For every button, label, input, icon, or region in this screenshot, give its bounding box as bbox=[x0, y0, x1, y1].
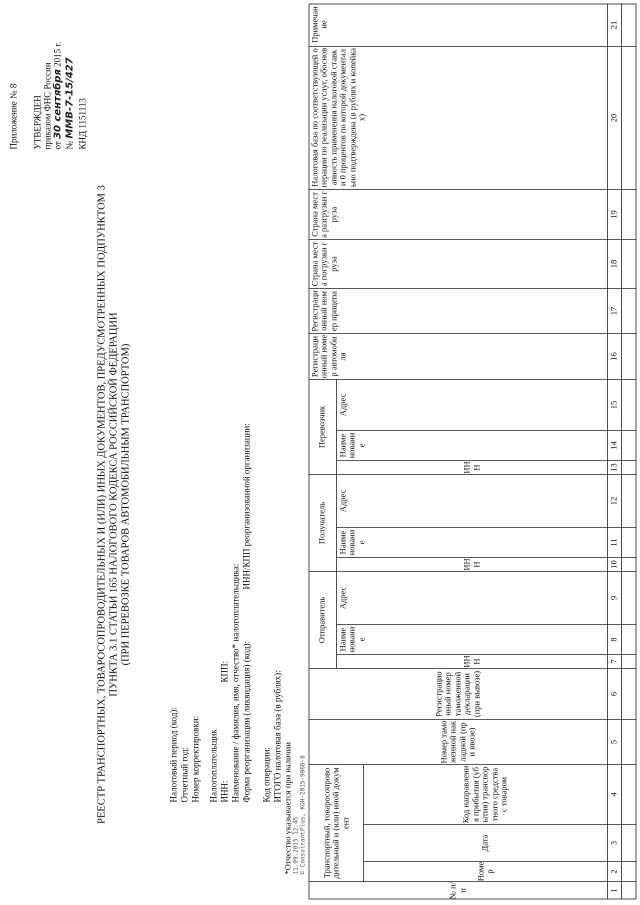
title-line-3: (ПРИ ПЕРЕВОЗКЕ ТОВАРОВ АВТОМОБИЛЬНЫМ ТРАНСПОРТОМ) bbox=[120, 343, 132, 666]
field-correction-number: Номер корректировки: bbox=[190, 715, 201, 803]
header-num: № п/п bbox=[447, 881, 467, 900]
col-number-8: 8 bbox=[608, 637, 619, 642]
header-doc-date: Дата bbox=[479, 834, 490, 852]
rotated-landscape-sheet bbox=[1, 0, 640, 905]
title-line-1: РЕЕСТР ТРАНСПОРТНЫХ, ТОВАРОСОПРОВОДИТЕЛЬНЫХ И (ИЛИ) ИНЫХ ДОКУМЕНТОВ, ПРЕДУСМОТРЕННЫХ ПОДПУНКТОМ 3 bbox=[96, 185, 108, 824]
col-number-12: 12 bbox=[608, 496, 619, 506]
col-number-21: 21 bbox=[608, 20, 619, 30]
header-vehicle-reg: Регистрационный номер автомобиля bbox=[309, 334, 348, 379]
registry-table bbox=[309, 4, 637, 900]
approval-date: от 30 сентября 2015 г. bbox=[52, 41, 64, 150]
header-doc-number: Номер bbox=[475, 861, 495, 882]
field-name: Наименование / фамилия, имя, отчество* налогоплательщика: bbox=[230, 563, 241, 803]
header-sender: Отправитель bbox=[316, 596, 327, 644]
col-number-15: 15 bbox=[608, 400, 619, 410]
header-transport-doc: Транспортный, товаросопроводительный и (или) иной документ bbox=[321, 767, 351, 879]
col-number-18: 18 bbox=[608, 259, 619, 269]
col-number-16: 16 bbox=[608, 352, 619, 361]
field-inn: ИНН: bbox=[219, 780, 230, 803]
col-number-13: 13 bbox=[608, 463, 619, 472]
handwritten-number: ММВ-7-15/427 bbox=[64, 57, 76, 139]
col-number-3: 3 bbox=[608, 840, 619, 846]
header-carrier-name: Наименование bbox=[337, 432, 367, 459]
print-mark-1: 11.09.2015 12:45 bbox=[292, 816, 300, 875]
header-trailer-reg: Регистрационный номер прицепа bbox=[309, 290, 339, 332]
print-mark-2: © ConsultantPlus, КОН-2015-9066-8 bbox=[299, 755, 307, 875]
header-carrier-address: Адрес bbox=[337, 393, 348, 417]
col-number-14: 14 bbox=[608, 441, 619, 450]
col-number-2: 2 bbox=[608, 869, 619, 874]
header-sender-inn: ИНН bbox=[461, 655, 481, 668]
col-number-11: 11 bbox=[608, 538, 619, 547]
field-reorg-form: Форма реорганизации (ликвидация) (код): bbox=[241, 641, 252, 803]
header-unload-country: Страна места разгрузки груза bbox=[309, 191, 339, 238]
col-number-9: 9 bbox=[608, 595, 619, 601]
col-number-10: 10 bbox=[608, 560, 619, 569]
approval-line-1: УТВЕРЖДЕН bbox=[32, 95, 43, 150]
field-kpp: КПП: bbox=[219, 660, 230, 683]
header-receiver-name: Наименование bbox=[337, 529, 367, 556]
col-number-4: 4 bbox=[608, 792, 619, 797]
col-number-5: 5 bbox=[608, 739, 619, 745]
header-note: Примечание bbox=[309, 6, 329, 43]
field-tax-period: Налоговый период (код): bbox=[168, 707, 179, 803]
header-receiver-inn: ИНН bbox=[461, 558, 481, 571]
col-number-17: 17 bbox=[608, 306, 619, 316]
header-sender-name: Наименование bbox=[337, 626, 367, 653]
approval-number: № ММВ-7-15/427 bbox=[64, 57, 76, 150]
col-number-6: 6 bbox=[608, 691, 619, 697]
handwritten-date: 30 сентября bbox=[52, 69, 64, 139]
header-customs-declaration: Регистрационный номер таможенной декларации (при вывозе) bbox=[433, 670, 482, 718]
footnote: *Отчество указывается при наличии bbox=[282, 742, 293, 875]
header-tax-base: Налоговая база по соответствующей операции по реализации услуг, обоснованность применения налоговой ставки 0 процентов по которой документально подтверждена (в рублях и копейках) bbox=[309, 47, 367, 188]
field-total-tax-base: ИТОГО налоговая база (в рублях): bbox=[272, 670, 283, 803]
header-receiver: Получатель bbox=[316, 501, 327, 545]
approval-line-2: приказом ФНС России bbox=[42, 62, 53, 150]
field-taxpayer: Налогоплательщик bbox=[208, 729, 219, 803]
title-line-2: ПУНКТА 3.1 СТАТЬИ 165 НАЛОГОВОГО КОДЕКСА РОССИЙСКОЙ ФЕДЕРАЦИИ bbox=[108, 312, 120, 697]
header-carrier-inn: ИНН bbox=[461, 461, 481, 474]
header-customs-waybill: Номер таможенной накладной (при ввозе) bbox=[438, 720, 477, 764]
header-receiver-address: Адрес bbox=[337, 489, 348, 513]
header-carrier: Перевозчик bbox=[316, 405, 327, 449]
knd-code: КНД 1151113 bbox=[77, 98, 88, 150]
col-number-20: 20 bbox=[608, 113, 619, 123]
header-load-country: Страна места погрузки груза bbox=[309, 241, 339, 287]
header-sender-address: Адрес bbox=[337, 586, 348, 610]
appendix-label: Приложение № 8 bbox=[8, 83, 19, 150]
field-reorg-inn-kpp: ИНН/КПП реорганизованной организации: bbox=[241, 423, 252, 590]
col-number-1: 1 bbox=[608, 888, 619, 893]
field-operation-code: Код операции: bbox=[261, 747, 272, 803]
field-report-year: Отчетный год: bbox=[179, 746, 190, 803]
col-number-7: 7 bbox=[608, 659, 619, 664]
col-number-19: 19 bbox=[608, 210, 619, 219]
header-direction-code: Код направления прибытия (убытия) транспортного средства с товаром bbox=[460, 765, 509, 824]
